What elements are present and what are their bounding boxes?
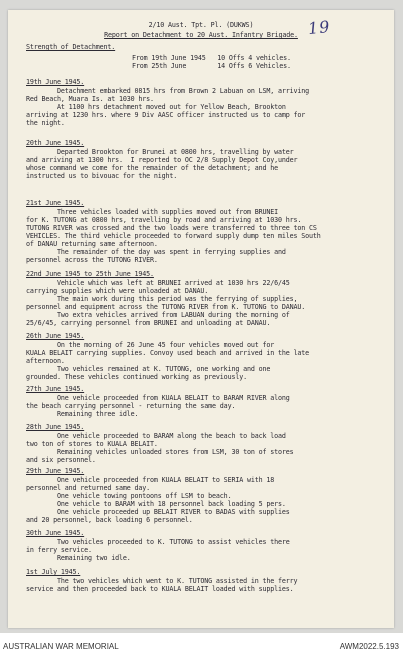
entry-date: 26th June 1945.	[26, 332, 85, 340]
entry-line: carrying supplies which were unloaded at DANAU.	[26, 287, 209, 295]
handwritten-folio-number: 19	[307, 16, 332, 39]
strength-line: From 25th June 14 Offs 6 Vehicles.	[132, 62, 291, 70]
report-title: Report on Detachment to 20 Aust. Infantry Brigade.	[104, 31, 298, 39]
entry-line: in ferry service.	[26, 546, 92, 554]
entry-line: One vehicle to BARAM with 18 personnel back loading 5 pers.	[26, 500, 286, 508]
strength-line: From 19th June 1945 10 Offs 4 vehicles.	[132, 54, 291, 62]
entry-line: and arriving at 1300 hrs. I reported to OC 2/8 Supply Depot Coy,under	[26, 156, 298, 164]
entry-line: the beach carrying personnel - returning the same day.	[26, 402, 236, 410]
entry-date: 1st July 1945.	[26, 568, 81, 576]
strength-heading: Strength of Detachment.	[26, 43, 116, 51]
accession-number: AWM2022.5.193	[339, 642, 399, 651]
entry-line: One vehicle proceeded to BARAM along the beach to back load	[26, 432, 286, 440]
entry-line: One vehicle towing pontoons off LSM to beach.	[26, 492, 232, 500]
entry-date: 21st June 1945.	[26, 199, 85, 207]
entry-line: KUALA BELAIT carrying supplies. Convoy used beach and arrived in the late	[26, 349, 309, 357]
entry-line: for K. TUTONG at 0800 hrs, travelling by road and arriving at 1030 hrs.	[26, 216, 302, 224]
entry-line: Two vehicles proceeded to K. TUTONG to assist vehicles there	[26, 538, 290, 546]
entry-line: service and then proceeded back to KUALA BELAIT loaded with supplies.	[26, 585, 294, 593]
entry-line: personnel across the TUTONG RIVER.	[26, 256, 158, 264]
entry-line: The main work during this period was the ferrying of supplies,	[26, 295, 298, 303]
entry-date: 22nd June 1945 to 25th June 1945.	[26, 270, 154, 278]
entry-line: arriving at 1230 hrs. where 9 Div AASC officer instructed us to camp for	[26, 111, 306, 119]
entry-line: One vehicle proceeded from KUALA BELAIT to BARAM RIVER along	[26, 394, 290, 402]
entry-line: Red Beach, Muara Is. at 1030 hrs.	[26, 95, 154, 103]
entry-line: Two extra vehicles arrived from LABUAN during the morning of	[26, 311, 290, 319]
footer-bar	[0, 633, 403, 653]
entry-date: 29th June 1945.	[26, 467, 85, 475]
entry-date: 30th June 1945.	[26, 529, 85, 537]
entry-date: 20th June 1945.	[26, 139, 85, 147]
entry-line: On the morning of 26 June 45 four vehicles moved out for	[26, 341, 275, 349]
entry-line: Two vehicles remained at K. TUTONG, one working and one	[26, 365, 271, 373]
unit-header: 2/10 Aust. Tpt. Pl. (DUKWS)	[148, 21, 254, 29]
entry-line: Vehicle which was left at BRUNEI arrived at 1030 hrs 22/6/45	[26, 279, 290, 287]
entry-line: TUTONG RIVER was crossed and the two loads were transferred to three ton CS	[26, 224, 317, 232]
entry-line: The remainder of the day was spent in ferrying supplies and	[26, 248, 286, 256]
entry-line: whose command we come for the remainder of the detachment; and he	[26, 164, 278, 172]
entry-line: and 20 personnel, back loading 6 personnel.	[26, 516, 193, 524]
entry-line: of DANAU returning same afternoon.	[26, 240, 158, 248]
entry-line: two ton of stores to KUALA BELAIT.	[26, 440, 158, 448]
entry-line: VEHICLES. The third vehicle proceeded to forward supply dump ten miles South	[26, 232, 321, 240]
institution-label: AUSTRALIAN WAR MEMORIAL	[3, 642, 119, 651]
entry-line: Remaining three idle.	[26, 410, 139, 418]
entry-date: 27th June 1945.	[26, 385, 85, 393]
entry-line: the night.	[26, 119, 65, 127]
entry-line: Detachment embarked 0815 hrs from Brown 2 Labuan on LSM, arriving	[26, 87, 309, 95]
entry-line: Three vehicles loaded with supplies moved out from BRUNEI	[26, 208, 278, 216]
entry-line: personnel and returned same day.	[26, 484, 151, 492]
entry-line: 25/6/45, carrying personnel from BRUNEI and unloading at DANAU.	[26, 319, 271, 327]
entry-line: One vehicle proceeded up BELAIT RIVER to BADAS with supplies	[26, 508, 290, 516]
entry-line: and six personnel.	[26, 456, 96, 464]
entry-line: instructed us to bivouac for the night.	[26, 172, 178, 180]
entry-line: One vehicle proceeded from KUALA BELAIT to SERIA with 18	[26, 476, 275, 484]
entry-date: 19th June 1945.	[26, 78, 85, 86]
entry-date: 28th June 1945.	[26, 423, 85, 431]
entry-line: The two vehicles which went to K. TUTONG assisted in the ferry	[26, 577, 298, 585]
entry-line: Remaining two idle.	[26, 554, 131, 562]
entry-line: Departed Brookton for Brunei at 0800 hrs, travelling by water	[26, 148, 294, 156]
entry-line: At 1100 hrs detachment moved out for Yellow Beach, Brookton	[26, 103, 286, 111]
entry-line: personnel and equipment across the TUTONG RIVER from K. TUTONG to DANAU.	[26, 303, 306, 311]
entry-line: afternoon.	[26, 357, 65, 365]
entry-line: Remaining vehicles unloaded stores from LSM, 30 ton of stores	[26, 448, 294, 456]
entry-line: grounded. These vehicles continued working as previously.	[26, 373, 247, 381]
